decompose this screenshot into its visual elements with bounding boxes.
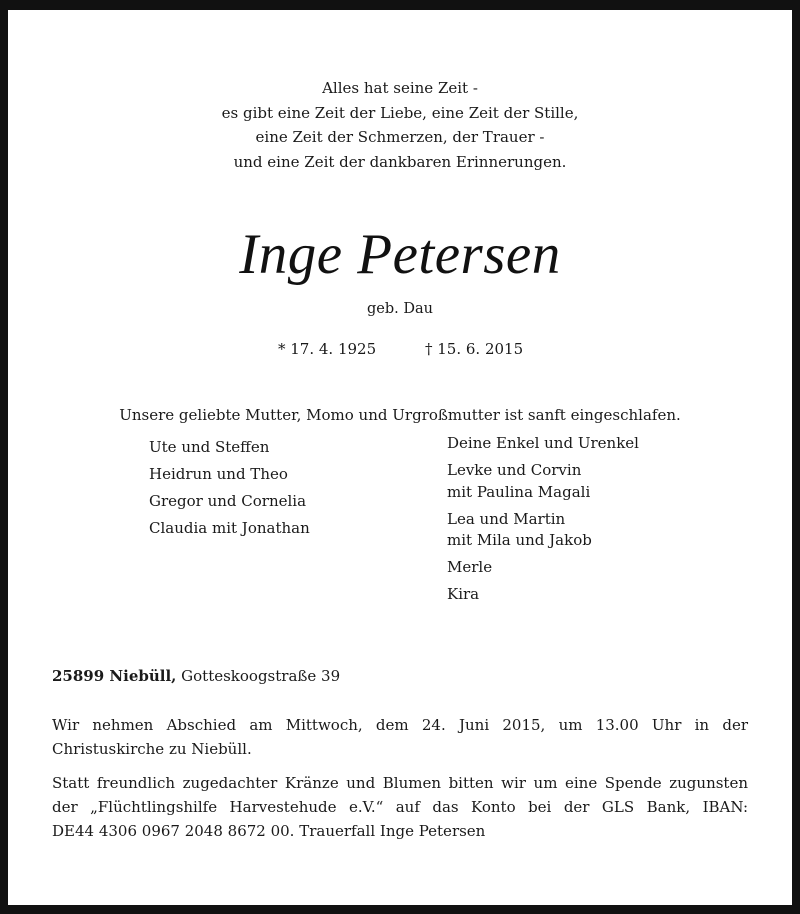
motto-line: eine Zeit der Schmerzen, der Trauer - bbox=[255, 128, 545, 146]
mourner-entry: Ute und Steffen bbox=[149, 438, 270, 456]
donation-line: Statt freundlich zugedachter Kränze und Blumen bitten wir um eine Spende zugunsten bbox=[52, 774, 748, 792]
mourner-entry: Heidrun und Theo bbox=[149, 465, 288, 483]
address bbox=[52, 664, 340, 688]
address-street: Gotteskoogstraße 39 bbox=[181, 667, 341, 685]
address-city: 25899 Niebüll, bbox=[52, 667, 177, 685]
death-date: † 15. 6. 2015 bbox=[425, 340, 524, 358]
motto-poem bbox=[0, 76, 800, 174]
mourner-entry bbox=[447, 509, 639, 552]
motto-line: Alles hat seine Zeit - bbox=[322, 79, 478, 97]
mourner-line: Kira bbox=[447, 585, 480, 603]
mourners-grandchildren bbox=[447, 433, 639, 611]
mourner-entry: Claudia mit Jonathan bbox=[149, 519, 310, 537]
mourner-line: mit Mila und Jakob bbox=[447, 531, 592, 549]
mourner-line: Merle bbox=[447, 558, 493, 576]
motto-line: es gibt eine Zeit der Liebe, eine Zeit der Stille, bbox=[221, 103, 579, 122]
mourner-line: mit Paulina Magali bbox=[447, 482, 591, 501]
donation-paragraph bbox=[52, 771, 748, 843]
donation-line: der „Flüchtlingshilfe Harvestehude e.V.“ auf das Konto bei der GLS Bank, IBAN: bbox=[52, 798, 748, 816]
mourner-entry: Gregor und Cornelia bbox=[149, 492, 307, 510]
mourner-entry bbox=[447, 557, 639, 579]
mourner-entry bbox=[447, 460, 639, 503]
birth-date: * 17. 4. 1925 bbox=[278, 340, 377, 358]
farewell-line: Wir nehmen Abschied am Mittwoch, dem 24. Juni 2015, um 13.00 Uhr in der bbox=[52, 716, 748, 734]
intro-sentence: Unsere geliebte Mutter, Momo und Urgroßmutter ist sanft eingeschlafen. bbox=[119, 406, 681, 424]
mourner-line: Lea und Martin bbox=[447, 509, 566, 528]
deceased-name: Inge Petersen bbox=[239, 223, 561, 286]
mourners-children bbox=[149, 437, 310, 545]
grandchildren-heading: Deine Enkel und Urenkel bbox=[447, 434, 639, 452]
farewell-paragraph bbox=[52, 713, 748, 761]
donation-line: DE44 4306 0967 2048 8672 00. Trauerfall Inge Petersen bbox=[52, 822, 486, 840]
farewell-line: Christuskirche zu Niebüll. bbox=[52, 740, 252, 758]
motto-line: und eine Zeit der dankbaren Erinnerungen. bbox=[233, 152, 567, 171]
maiden-name: geb. Dau bbox=[367, 301, 433, 317]
mourner-line: Levke und Corvin bbox=[447, 461, 582, 479]
mourner-entry bbox=[447, 584, 639, 606]
